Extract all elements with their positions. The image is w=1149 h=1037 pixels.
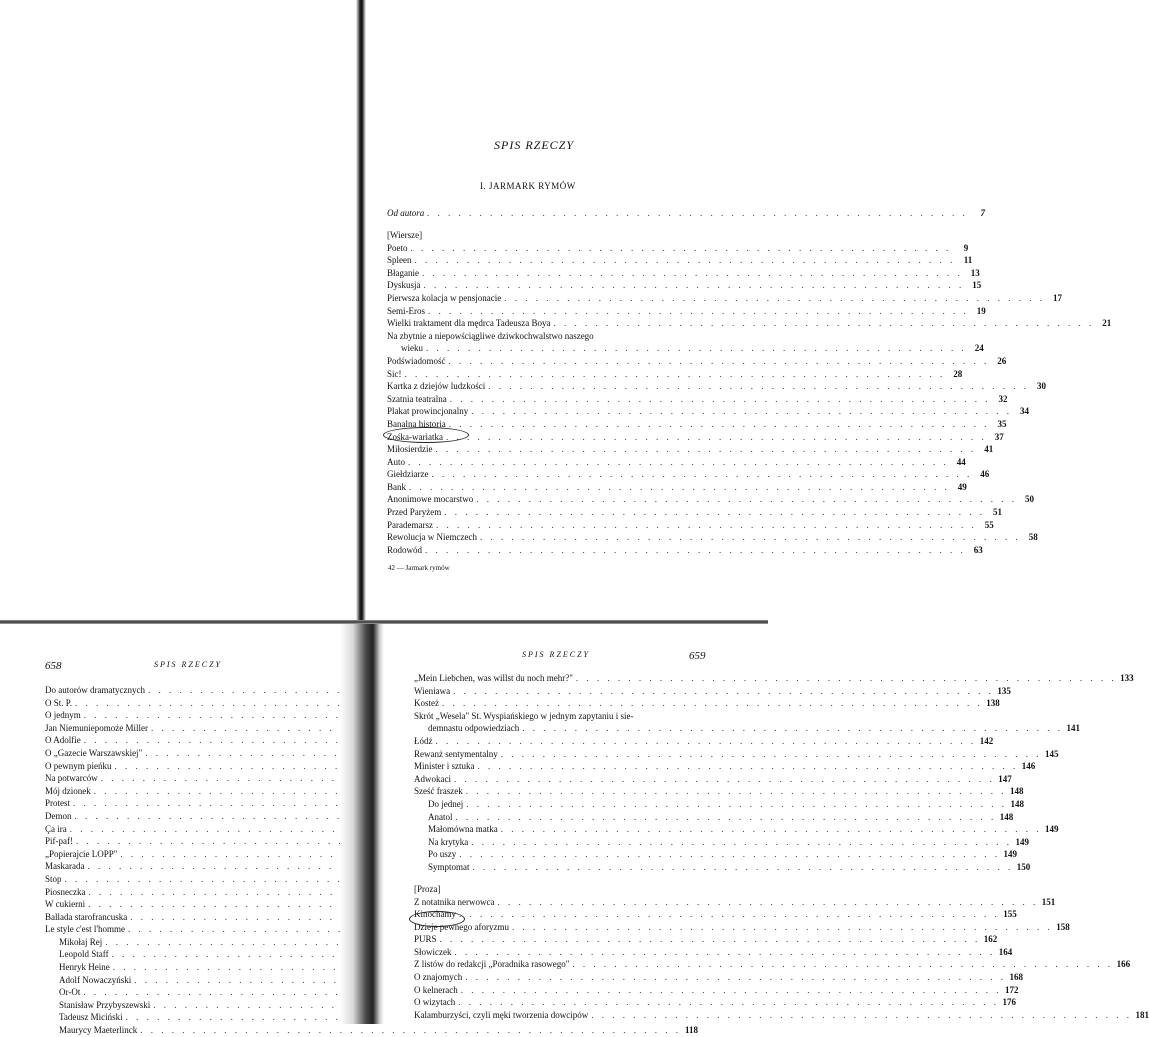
toc-entry-page: 63 bbox=[973, 544, 983, 555]
toc-entry-title: O jednym bbox=[45, 710, 81, 721]
toc-entry-title: W cukierni bbox=[45, 899, 86, 910]
toc-entry bbox=[414, 1009, 1149, 1022]
toc-entry-title: O znajomych bbox=[414, 972, 463, 983]
leader-dots bbox=[450, 393, 991, 406]
toc-entry-page: 146 bbox=[1021, 761, 1036, 772]
leader-dots bbox=[471, 405, 1012, 418]
toc-entry-title: Łódź bbox=[414, 735, 433, 746]
leader-dots bbox=[415, 254, 956, 267]
toc-entry-title: Kalamburzyści, czyli męki tworzenia dowcipów bbox=[414, 1009, 589, 1020]
toc-entry-title: Anonimowe mocarstwo bbox=[387, 494, 474, 505]
toc-entry-line bbox=[414, 710, 710, 723]
toc-entry bbox=[414, 760, 1036, 773]
leader-dots bbox=[140, 1024, 681, 1037]
toc-entry-page: 172 bbox=[1004, 984, 1019, 995]
toc-entry-page: 181 bbox=[1135, 1009, 1149, 1020]
toc-entry-page: 176 bbox=[1002, 997, 1016, 1008]
leader-dots bbox=[497, 896, 1038, 909]
toc-entry-page: 164 bbox=[998, 946, 1013, 957]
toc-entry-title: O wizytach bbox=[414, 997, 456, 1008]
leader-dots bbox=[449, 418, 990, 431]
toc-entry-title: Zośka-wariatka bbox=[387, 431, 443, 442]
toc-entry bbox=[387, 267, 980, 280]
toc-title: SPIS RZECZY bbox=[494, 138, 575, 152]
toc-entry bbox=[387, 519, 994, 532]
leader-dots bbox=[461, 984, 1002, 997]
right-entries bbox=[414, 672, 1134, 874]
toc-entry-title: Mój dzionek bbox=[45, 785, 91, 796]
toc-entry bbox=[45, 823, 340, 836]
toc-entry-page: 55 bbox=[984, 519, 994, 530]
leader-dots bbox=[471, 836, 1012, 849]
toc-entry-page: 35 bbox=[997, 418, 1007, 429]
toc-entry-title: Or-Ot bbox=[59, 987, 81, 998]
toc-entry-page: 148 bbox=[999, 811, 1014, 822]
toc-entry bbox=[414, 672, 1134, 685]
toc-entry-title: Parademarsz bbox=[387, 519, 433, 530]
bottom-right-page bbox=[384, 624, 1149, 1024]
toc-entry-page: 149 bbox=[1015, 836, 1029, 847]
pencil-circle-mark bbox=[383, 427, 469, 443]
toc-entry-page: 30 bbox=[1036, 381, 1046, 392]
leader-dots bbox=[459, 848, 1000, 861]
running-head-right: SPIS RZECZY bbox=[522, 650, 591, 659]
leader-dots bbox=[466, 798, 1007, 811]
leader-dots bbox=[411, 242, 952, 255]
toc-entry-title: Henryk Heine bbox=[59, 962, 110, 973]
toc-entry-title: Szatnia teatralna bbox=[387, 393, 447, 404]
toc-entry-page: 51 bbox=[992, 507, 1002, 518]
toc-entry-title: O kelnerach bbox=[414, 984, 458, 995]
toc-entry-title: Giełdziarze bbox=[387, 469, 429, 480]
toc-entry-title: Stop bbox=[45, 873, 62, 884]
toc-entry-title: Błaganie bbox=[387, 267, 419, 278]
toc-entry-title: Adwokaci bbox=[414, 773, 451, 784]
toc-entry-title: Ça ira bbox=[45, 823, 67, 834]
toc-entry-title: Po uszy bbox=[428, 849, 457, 860]
toc-entry bbox=[414, 811, 1014, 824]
pencil-circle-mark-kinochamy bbox=[409, 911, 465, 927]
toc-entry-page: 145 bbox=[1044, 748, 1059, 759]
section-label-wiersze: [Wiersze] bbox=[387, 229, 423, 240]
toc-entry-title: Adolf Nowaczyński bbox=[59, 974, 132, 985]
toc-entry-title: Kinochamy bbox=[414, 909, 456, 920]
toc-entry-title: Kartka z dziejów ludzkości bbox=[387, 381, 486, 392]
toc-entry bbox=[45, 873, 340, 886]
leader-dots bbox=[455, 946, 996, 959]
toc-entry-title: Sic! bbox=[387, 368, 402, 379]
toc-entry bbox=[387, 305, 986, 318]
toc-entry-page: 9 bbox=[963, 242, 969, 253]
toc-entry-page: 135 bbox=[997, 685, 1011, 696]
toc-entry bbox=[414, 748, 1059, 761]
toc-entry bbox=[387, 393, 1008, 406]
leader-dots bbox=[444, 506, 985, 519]
toc-entry bbox=[45, 747, 340, 760]
leader-dots bbox=[453, 685, 994, 698]
leader-dots bbox=[456, 811, 997, 824]
toc-entry bbox=[414, 836, 1029, 849]
toc-entry bbox=[45, 697, 340, 710]
toc-entry bbox=[387, 493, 1034, 506]
toc-entry-title: Skrót „Wesela" St. Wyspiańskiego w jednym zapytaniu i sie- bbox=[414, 710, 634, 721]
toc-entry bbox=[414, 958, 1131, 971]
leader-dots bbox=[424, 279, 965, 292]
leader-dots bbox=[576, 672, 1117, 685]
toc-entry-title: Le style c'est l'homme bbox=[45, 924, 125, 935]
toc-entry bbox=[387, 544, 983, 557]
footnote: 42 — Jarmark rymów bbox=[388, 564, 450, 572]
toc-entry-page: 50 bbox=[1024, 494, 1034, 505]
running-head-left: SPIS RZECZY bbox=[154, 660, 223, 669]
toc-entry-title: O Adolfie bbox=[45, 735, 81, 746]
toc-entry-title: Leopold Staff bbox=[59, 949, 109, 960]
toc-entry bbox=[414, 697, 1000, 710]
toc-entry-title: Jan Niemuniepomoże Miller bbox=[45, 722, 148, 733]
toc-entry bbox=[45, 974, 340, 987]
toc-entry bbox=[45, 772, 340, 785]
toc-entry-page: 151 bbox=[1041, 896, 1056, 907]
toc-entry-title: Wielki traktament dla mędrca Tadeusza Boya bbox=[387, 318, 551, 329]
toc-entry-title: Stanisław Przybyszewski bbox=[59, 999, 151, 1010]
toc-entry bbox=[45, 709, 340, 722]
toc-entry-page: 149 bbox=[1003, 849, 1018, 860]
toc-entry-title: „Popierajcie LOPP" bbox=[45, 848, 118, 859]
toc-entry bbox=[45, 1011, 340, 1024]
toc-entry-page: 158 bbox=[1056, 921, 1070, 932]
toc-entry-title: Słowiczek bbox=[414, 946, 452, 957]
toc-entry-title: Maskarada bbox=[45, 861, 85, 872]
leader-dots bbox=[480, 531, 1021, 544]
toc-entry-title: Demon bbox=[45, 810, 72, 821]
toc-entry-title: Dzieje pewnego aforyzmu bbox=[414, 921, 509, 932]
leader-dots bbox=[409, 481, 950, 494]
book-gutter-shadow-bottom bbox=[340, 624, 384, 1024]
toc-entry bbox=[414, 848, 1018, 861]
toc-entry bbox=[387, 279, 982, 292]
toc-entry-page: 168 bbox=[1009, 972, 1023, 983]
toc-entry bbox=[45, 911, 340, 924]
toc-entry-title: Sześć fraszek bbox=[414, 786, 463, 797]
toc-entry bbox=[45, 848, 340, 861]
toc-entry-page: 21 bbox=[1102, 318, 1112, 329]
toc-entry bbox=[45, 999, 340, 1012]
toc-entry-page: 34 bbox=[1019, 406, 1029, 417]
toc-entry-page: 148 bbox=[1010, 798, 1024, 809]
toc-entry-page: 58 bbox=[1028, 532, 1038, 543]
toc-entry-title: Pif-paf! bbox=[45, 836, 73, 847]
toc-entry-page: 37 bbox=[994, 431, 1004, 442]
toc-entry-title: Pierwsza kolacja w pensjonacie bbox=[387, 292, 502, 303]
toc-entry-title: Miłosierdzie bbox=[387, 444, 433, 455]
toc-entry-title: Rewolucja w Niemczech bbox=[387, 532, 477, 543]
toc-entry bbox=[45, 835, 340, 848]
leader-dots bbox=[466, 785, 1007, 798]
toc-entry-title: Rodowód bbox=[387, 544, 423, 555]
toc-entry-title: Małomówna matka bbox=[428, 824, 498, 835]
page-number-right: 659 bbox=[689, 650, 706, 662]
part-title: I. JARMARK RYMÓW bbox=[480, 181, 576, 191]
toc-entry bbox=[414, 933, 998, 946]
toc-entry-title: O St. P. bbox=[45, 697, 73, 708]
toc-entry-page: 166 bbox=[1116, 959, 1131, 970]
toc-entry bbox=[414, 722, 1080, 735]
toc-entry-title: Maurycy Maeterlinck bbox=[59, 1025, 138, 1036]
toc-entry-page: 32 bbox=[998, 393, 1008, 404]
toc-entry-title: Minister i sztuka bbox=[414, 761, 475, 772]
leader-dots bbox=[426, 342, 967, 355]
toc-entry bbox=[414, 823, 1059, 836]
toc-entry-page: 15 bbox=[972, 280, 982, 291]
toc-entry-title: Mikołaj Rej bbox=[59, 936, 103, 947]
toc-entry-page: 13 bbox=[970, 267, 980, 278]
toc-entry-title: Wieniawa bbox=[414, 685, 451, 696]
leader-dots bbox=[425, 544, 966, 557]
toc-entry-page: 141 bbox=[1066, 723, 1080, 734]
leader-dots bbox=[436, 519, 977, 532]
leader-dots bbox=[476, 493, 1017, 506]
toc-entry bbox=[45, 886, 340, 899]
toc-entry-page: 46 bbox=[980, 469, 990, 480]
toc-entry-page: 28 bbox=[953, 368, 963, 379]
toc-entry bbox=[387, 481, 967, 494]
leader-dots bbox=[436, 443, 977, 456]
toc-entry-page: 19 bbox=[976, 305, 986, 316]
toc-entry-page: 49 bbox=[957, 481, 967, 492]
toc-entry-title: Auto bbox=[387, 456, 405, 467]
toc-entry-page: 138 bbox=[986, 698, 1000, 709]
toc-entry-title: Plakat prowincjonalny bbox=[387, 406, 469, 417]
toc-entry-page: 150 bbox=[1016, 861, 1031, 872]
leader-dots bbox=[446, 431, 987, 444]
leader-dots bbox=[459, 908, 1000, 921]
toc-entry-page: 17 bbox=[1052, 292, 1062, 303]
toc-entry-title: Na potwarców bbox=[45, 773, 98, 784]
leader-dots bbox=[473, 861, 1014, 874]
toc-entry-title: Poeto bbox=[387, 242, 408, 253]
leader-dots bbox=[512, 921, 1053, 934]
right-toc bbox=[414, 672, 1149, 1021]
top-toc bbox=[387, 207, 1112, 556]
toc-entry bbox=[45, 785, 340, 798]
toc-entry bbox=[387, 468, 990, 481]
leader-dots bbox=[554, 317, 1095, 330]
leader-dots bbox=[478, 760, 1019, 773]
toc-entry bbox=[45, 810, 340, 823]
toc-entry-title: Przed Paryżem bbox=[387, 507, 442, 518]
leader-dots bbox=[488, 380, 1029, 393]
toc-entry-title: „Mein Liebchen, was willst du noch mehr?" bbox=[414, 673, 573, 683]
toc-entry bbox=[414, 984, 1019, 997]
toc-entry bbox=[414, 896, 1056, 909]
toc-entry-page: 41 bbox=[984, 444, 994, 455]
toc-entry bbox=[414, 996, 1016, 1009]
toc-entry-title: Ballada starofrancuska bbox=[45, 911, 128, 922]
toc-entry bbox=[45, 1024, 698, 1037]
toc-entry-page: 118 bbox=[684, 1025, 698, 1036]
toc-entry bbox=[45, 722, 340, 735]
toc-entry bbox=[387, 254, 973, 267]
leader-dots bbox=[436, 735, 977, 748]
leader-dots bbox=[405, 368, 946, 381]
toc-entry bbox=[45, 797, 340, 810]
toc-entry bbox=[414, 735, 994, 748]
toc-entry bbox=[387, 380, 1046, 393]
toc-entry bbox=[387, 368, 963, 381]
toc-entry-title-cont: wieku bbox=[401, 343, 423, 354]
leader-dots bbox=[591, 1009, 1132, 1022]
leader-dots bbox=[431, 468, 972, 481]
toc-entry-title: Spleen bbox=[387, 255, 412, 266]
toc-entry-title: PURS bbox=[414, 934, 437, 945]
leader-dots bbox=[522, 722, 1063, 735]
toc-entry bbox=[45, 684, 340, 697]
book-gutter-shadow bbox=[356, 0, 366, 620]
page-number-left: 658 bbox=[45, 660, 62, 672]
toc-entry-title: Tadeusz Miciński bbox=[59, 1012, 123, 1023]
toc-entry-page: 44 bbox=[956, 456, 966, 467]
toc-entry-title: Do jednej bbox=[428, 798, 464, 809]
toc-entry bbox=[414, 798, 1024, 811]
toc-entry-title: Rewanż sentymentalny bbox=[414, 748, 498, 759]
toc-entry bbox=[387, 355, 1007, 368]
top-entries bbox=[387, 242, 1112, 557]
toc-entry-page: 155 bbox=[1003, 909, 1017, 920]
toc-entry-title: Piosneczka bbox=[45, 886, 86, 897]
toc-entry-title: Podświadomość bbox=[387, 355, 446, 366]
toc-entry-title: Bank bbox=[387, 481, 406, 492]
toc-entry-page: 148 bbox=[1009, 786, 1024, 797]
toc-entry-title: Do autorów dramatycznych bbox=[45, 685, 145, 695]
toc-entry bbox=[45, 898, 340, 911]
toc-entry-page: 24 bbox=[974, 343, 984, 354]
leader-dots bbox=[440, 933, 981, 946]
toc-entry-page: 149 bbox=[1044, 824, 1059, 835]
toc-entry bbox=[414, 773, 1012, 786]
toc-entry bbox=[387, 292, 1062, 305]
toc-entry bbox=[387, 242, 969, 255]
toc-entry bbox=[387, 443, 994, 456]
toc-entry-title-cont: demnastu odpowiedziach bbox=[428, 723, 520, 734]
toc-entry-title: Anatol bbox=[428, 811, 453, 822]
toc-entry-page: 142 bbox=[979, 735, 994, 746]
toc-entry bbox=[45, 760, 340, 773]
toc-entry bbox=[387, 317, 1112, 330]
toc-entry-title: Z listów do redakcji „Poradnika rasowego" bbox=[414, 959, 570, 970]
leader-dots bbox=[501, 823, 1042, 836]
leader-dots bbox=[442, 697, 983, 710]
toc-entry bbox=[45, 961, 340, 974]
toc-entry-page: 147 bbox=[998, 773, 1012, 784]
toc-entry bbox=[414, 685, 1011, 698]
toc-entry-title: O „Gazecie Warszawskiej" bbox=[45, 747, 143, 758]
toc-entry-title: Protest bbox=[45, 798, 71, 809]
toc-entry-title: Dyskusja bbox=[387, 280, 421, 291]
toc-entry bbox=[387, 405, 1029, 418]
leader-dots bbox=[454, 773, 995, 786]
toc-entry bbox=[45, 860, 340, 873]
toc-entry-page: 26 bbox=[997, 355, 1007, 366]
toc-entry-title: Banalna historia bbox=[387, 418, 446, 429]
toc-entry bbox=[45, 948, 340, 961]
toc-entry-title: O pewnym pieńku bbox=[45, 760, 112, 771]
toc-entry-page: 11 bbox=[963, 255, 973, 266]
toc-entry bbox=[387, 342, 984, 355]
toc-entry-title: Na zbytnie a niepowściągliwe dziwkochwalstwo naszego bbox=[387, 330, 594, 341]
toc-entry-intro: Od autora . . . 7 bbox=[387, 207, 681, 220]
toc-entry-title: Z notatnika nerwowca bbox=[414, 896, 495, 907]
toc-entry-title: Semi-Eros bbox=[387, 305, 425, 316]
toc-entry-line bbox=[387, 330, 681, 343]
toc-entry bbox=[414, 971, 1023, 984]
section-label-proza: [Proza] bbox=[414, 883, 441, 894]
leader-dots bbox=[408, 456, 949, 469]
toc-entry bbox=[414, 861, 1031, 874]
toc-entry-page: 162 bbox=[983, 934, 998, 945]
toc-entry-page: 133 bbox=[1120, 673, 1134, 683]
leader-dots bbox=[465, 971, 1006, 984]
toc-entry bbox=[45, 923, 340, 936]
toc-entry bbox=[414, 946, 1013, 959]
toc-entry bbox=[45, 936, 340, 949]
toc-entry bbox=[387, 506, 1002, 519]
toc-entry bbox=[45, 986, 340, 999]
leader-dots bbox=[504, 292, 1045, 305]
toc-entry bbox=[387, 456, 966, 469]
toc-entry bbox=[414, 785, 1024, 798]
leader-dots bbox=[449, 355, 990, 368]
leader-dots bbox=[458, 996, 999, 1009]
toc-entry-title: Symptomat bbox=[428, 861, 470, 872]
toc-entry-title: Na krytyka bbox=[428, 836, 469, 847]
leader-dots bbox=[428, 305, 969, 318]
toc-entry bbox=[45, 734, 340, 747]
toc-entry bbox=[387, 531, 1038, 544]
leader-dots bbox=[501, 748, 1042, 761]
leader-dots bbox=[422, 267, 963, 280]
toc-entry-title: Kosteż bbox=[414, 698, 439, 709]
leader-dots bbox=[572, 958, 1113, 971]
